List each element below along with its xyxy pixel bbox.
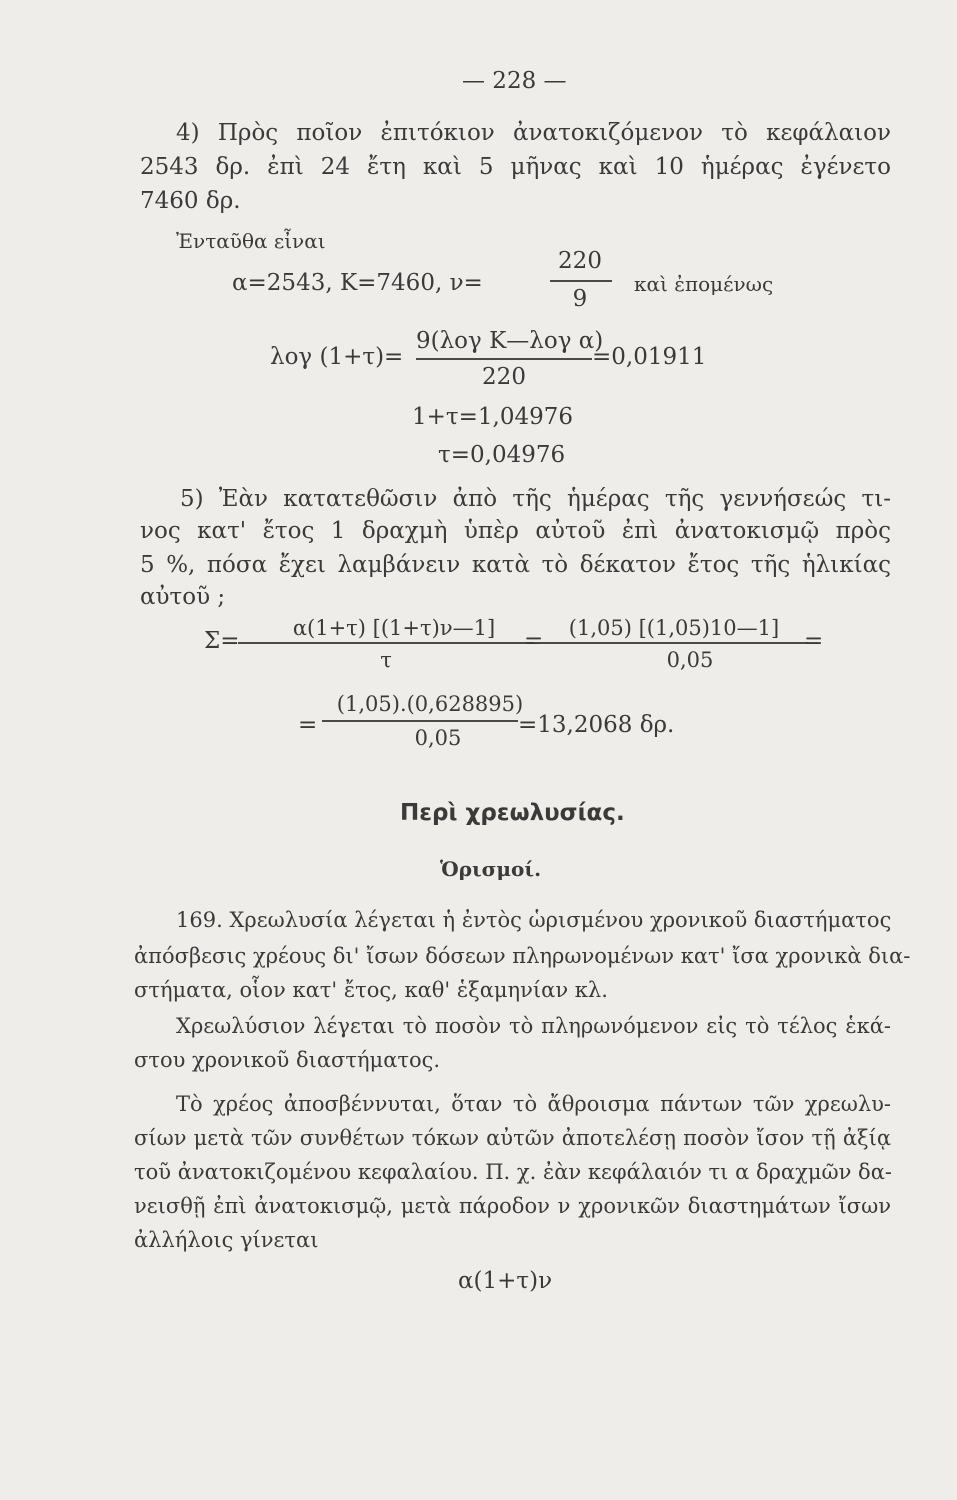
equals-1: = — [524, 628, 544, 654]
log-numerator: 9(λογ Κ—λογ α) — [416, 328, 604, 354]
para169-line-1: 169. Χρεωλυσία λέγεται ἡ ἐντὸς ὡρισμένου χρονικοῦ διαστήματος — [176, 908, 892, 932]
sigma-lhs: Σ= — [204, 628, 240, 654]
debt-formula: α(1+τ)ν — [458, 1268, 553, 1294]
section-title: Περὶ χρεωλυσίας. — [400, 800, 625, 826]
nu-fraction-bar — [550, 280, 612, 282]
equals-3: = — [298, 712, 318, 738]
problem5-line-3: 5 %, πόσα ἔχει λαμβάνειν κατὰ τὸ δέκατον ἔτος τῆς ἡλικίας — [140, 552, 891, 578]
equals-2: = — [804, 628, 824, 654]
f1-fraction-bar — [238, 642, 534, 644]
problem4-line-1: 4) Πρὸς ποῖον ἐπιτόκιον ἀνατοκιζόμενον τὸ κεφάλαιον — [176, 120, 891, 146]
f2-fraction-bar — [540, 642, 808, 644]
f3-result: =13,2068 δρ. — [518, 712, 675, 738]
nu-denominator: 9 — [572, 286, 588, 312]
log-denominator: 220 — [482, 364, 526, 390]
nu-numerator: 220 — [558, 248, 602, 274]
problem5-line-1: 5) Ἐὰν κατατεθῶσιν ἀπὸ τῆς ἡμέρας τῆς γεννήσεώς τι- — [180, 486, 891, 512]
f2-numerator: (1,05) [(1,05)10—1] — [568, 616, 780, 640]
debt-line-2: σίων μετὰ τῶν συνθέτων τόκων αὐτῶν ἀποτελέσῃ ποσὸν ἴσον τῇ ἀξίᾳ — [134, 1126, 891, 1150]
f1-denominator: τ — [380, 648, 392, 672]
chreolysion-line-1: Χρεωλύσιον λέγεται τὸ ποσὸν τὸ πληρωνόμενον εἰς τὸ τέλος ἑκά- — [176, 1014, 891, 1038]
debt-line-3: τοῦ ἀνατοκιζομένου κεφαλαίου. Π. χ. ἐὰν κεφάλαιόν τι α δραχμῶν δα- — [134, 1160, 892, 1184]
page-number: — 228 — — [462, 68, 567, 94]
debt-line-1: Τὸ χρέος ἀποσβέννυται, ὅταν τὸ ἄθροισμα πάντων τῶν χρεωλυ- — [176, 1092, 891, 1116]
log-result: =0,01911 — [592, 344, 707, 370]
para169-line-3: στήματα, οἷον κατ' ἔτος, καθ' ἑξαμηνίαν κλ. — [134, 978, 608, 1002]
problem5-line-2: νος κατ' ἔτος 1 δραχμὴ ὑπὲρ αὐτοῦ ἐπὶ ἀνατοκισμῷ πρὸς — [140, 518, 891, 544]
chreolysion-line-2: στου χρονικοῦ διαστήματος. — [134, 1048, 441, 1072]
section-subtitle: Ὁρισμοί. — [440, 857, 542, 881]
tau-value: τ=0,04976 — [438, 442, 566, 468]
debt-line-4: νεισθῇ ἐπὶ ἀνατοκισμῷ, μετὰ πάροδον ν χρονικῶν διαστημάτων ἴσων — [134, 1194, 891, 1218]
f2-denominator: 0,05 — [666, 648, 714, 672]
problem4-here: Ἐνταῦθα εἶναι — [176, 229, 326, 253]
problem5-line-4: αὐτοῦ ; — [140, 584, 226, 610]
problem4-line-2: 2543 δρ. ἐπὶ 24 ἔτη καὶ 5 μῆνας καὶ 10 ἡμέρας ἐγένετο — [140, 154, 891, 180]
f1-numerator: α(1+τ) [(1+τ)ν—1] — [292, 616, 496, 640]
one-plus-tau: 1+τ=1,04976 — [412, 404, 574, 430]
para169-line-2: ἀπόσβεσις χρέους δι' ἴσων δόσεων πληρωνομένων κατ' ἴσα χρονικὰ δια- — [134, 944, 911, 968]
therefore-text: καὶ ἐπομένως — [634, 272, 774, 296]
problem4-line-3: 7460 δρ. — [140, 188, 241, 214]
log-fraction-bar — [416, 358, 592, 360]
f3-denominator: 0,05 — [414, 726, 462, 750]
f3-fraction-bar — [322, 720, 518, 722]
log-lhs: λογ (1+τ)= — [270, 344, 404, 370]
debt-line-5: ἀλλήλοις γίνεται — [134, 1228, 319, 1252]
f3-numerator: (1,05).(0,628895) — [336, 692, 524, 716]
given-values: α=2543, Κ=7460, ν= — [232, 270, 483, 296]
